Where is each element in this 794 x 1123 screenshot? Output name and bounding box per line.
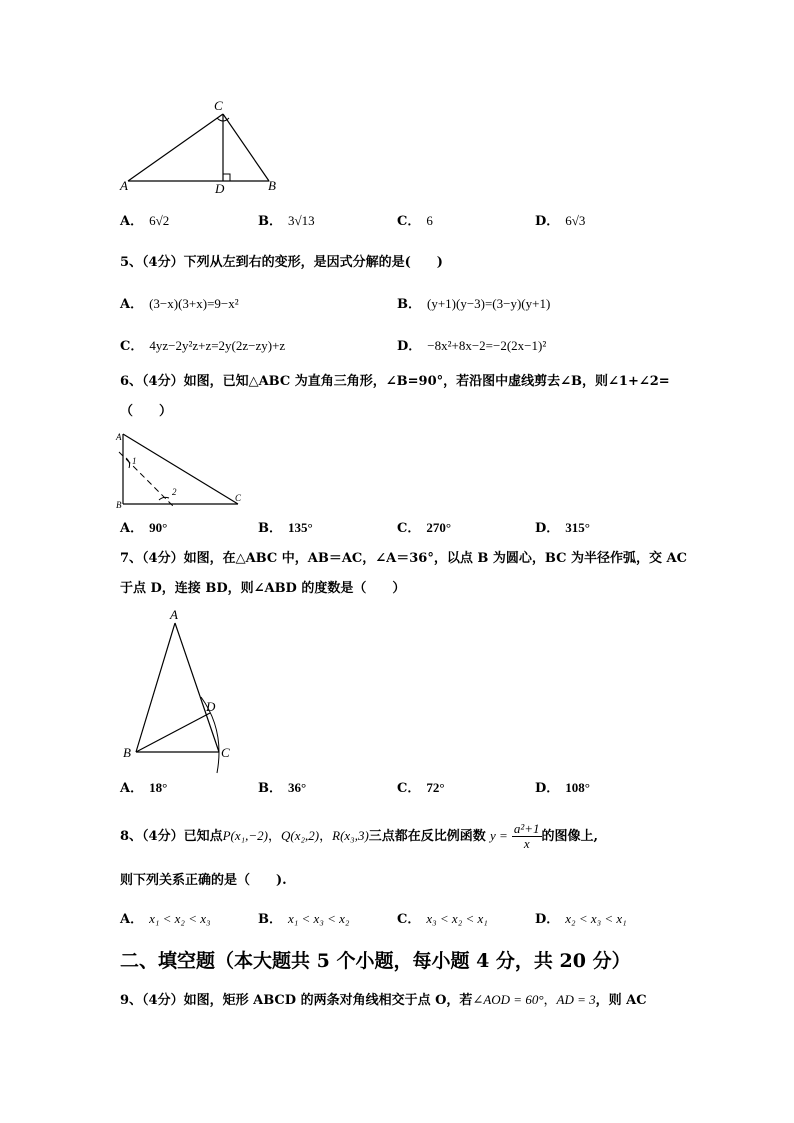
section-2-heading: 二、填空题（本大题共 5 个小题，每小题 4 分，共 20 分） [120, 950, 631, 972]
q6-label-c: C [235, 493, 242, 503]
q4-option-d: D． 6√3 [535, 213, 586, 229]
q8-stem-line1: 8、（4分）已知点P(x₁,−2)，Q(x₂,2)，R(x₃,3)三点都在反比例函数 y = $\frac{\text{a²+1}}{x}$ 的图像上, [120, 821, 599, 851]
q6-label-a: A [116, 432, 122, 442]
q7-label-b: B [123, 745, 131, 760]
q9-stem [120, 991, 647, 1010]
q8-stem-post: 的图像上, [541, 829, 599, 844]
q4-option-b: B． 3√13 [258, 213, 315, 229]
q7-label-d: D [206, 699, 216, 714]
q5-option-c: C． 4yz−2y²z+z=2y(2z−zy)+z [120, 338, 286, 354]
q4-label-a: A [120, 178, 128, 193]
q6-label-2: 2 [172, 487, 177, 497]
q4-label-d: D [215, 181, 225, 196]
q6-label-b: B [116, 500, 122, 510]
q7-option-d: D． 108° [535, 780, 590, 796]
q7-stem-line1: 7、（4分）如图，在△ABC 中，AB＝AC，∠A＝36°，以点 B 为圆心，BC 为半径作弧，交 AC [120, 551, 687, 566]
q6-option-c: C． 270° [397, 520, 452, 536]
q6-option-b: B． 135° [258, 520, 313, 536]
q5-option-d: D． −8x²+8x−2=−2(2x−1)² [397, 338, 547, 354]
q8-stem-mid: 三点都在反比例函数 [368, 829, 486, 844]
q4-option-a: A． 6√2 [120, 213, 170, 229]
q8-point-p: P(x₁,−2) [222, 828, 269, 843]
q7-label-a: A [170, 607, 178, 622]
q8-func-num: a²+1 [513, 821, 540, 836]
q6-stem-line2: （ ） [120, 404, 173, 419]
q8-option-d: D． x₂ < x₃ < x₁ [535, 911, 627, 927]
q7-option-a: A． 18° [120, 780, 168, 796]
q6-option-a: A． 90° [120, 520, 168, 536]
q6-stem-line1: 6、（4分）如图，已知△ABC 为直角三角形，∠B=90°，若沿图中虚线剪去∠B，则∠1+∠2= [120, 374, 670, 389]
q5-option-a: A． (3−x)(3+x)=9−x² [120, 296, 239, 312]
q7-stem-line2: 于点 D，连接 BD，则∠ABD 的度数是（ ） [120, 581, 406, 596]
q4-figure [115, 98, 285, 198]
q8-option-a: A． x₁ < x₂ < x₃ [120, 911, 211, 927]
q9-sep: ， [543, 993, 557, 1008]
q8-option-c: C． x₃ < x₂ < x₁ [397, 911, 488, 927]
q8-point-r: R(x₃,3) [332, 828, 369, 843]
q4-option-c: C． 6 [397, 213, 433, 229]
q4-label-c: C [214, 98, 223, 113]
q8-func-fraction [512, 822, 542, 851]
q7-option-c: C． 72° [397, 780, 445, 796]
q9-cond2: AD = 3 [556, 992, 596, 1007]
q7-label-c: C [221, 745, 230, 760]
q8-point-q: Q(x₂,2) [281, 828, 320, 843]
q8-option-b: B． x₁ < x₃ < x₂ [258, 911, 350, 927]
q4-label-b: B [268, 178, 276, 193]
q7-option-b: B． 36° [258, 780, 307, 796]
q8-func-den: x [523, 836, 530, 851]
q6-figure [115, 428, 250, 513]
q7-figure [115, 605, 245, 775]
q5-option-b: B． (y+1)(y−3)=(3−y)(y+1) [397, 296, 551, 312]
q8-stem-pre: 8、（4分）已知点 [120, 829, 223, 844]
q9-stem-post: ，则 AC [595, 993, 647, 1008]
q6-label-1: 1 [132, 456, 137, 466]
q8-stem-line2: 则下列关系正确的是（ ). [120, 873, 287, 888]
q8-func-lhs: y = [489, 828, 508, 843]
q9-stem-pre: 9、（4分）如图，矩形 ABCD 的两条对角线相交于点 O，若 [120, 993, 473, 1008]
q6-option-d: D． 315° [535, 520, 590, 536]
q9-cond1: ∠AOD = 60° [472, 992, 544, 1007]
q5-stem: 5、（4分）下列从左到右的变形，是因式分解的是( ) [120, 255, 443, 270]
